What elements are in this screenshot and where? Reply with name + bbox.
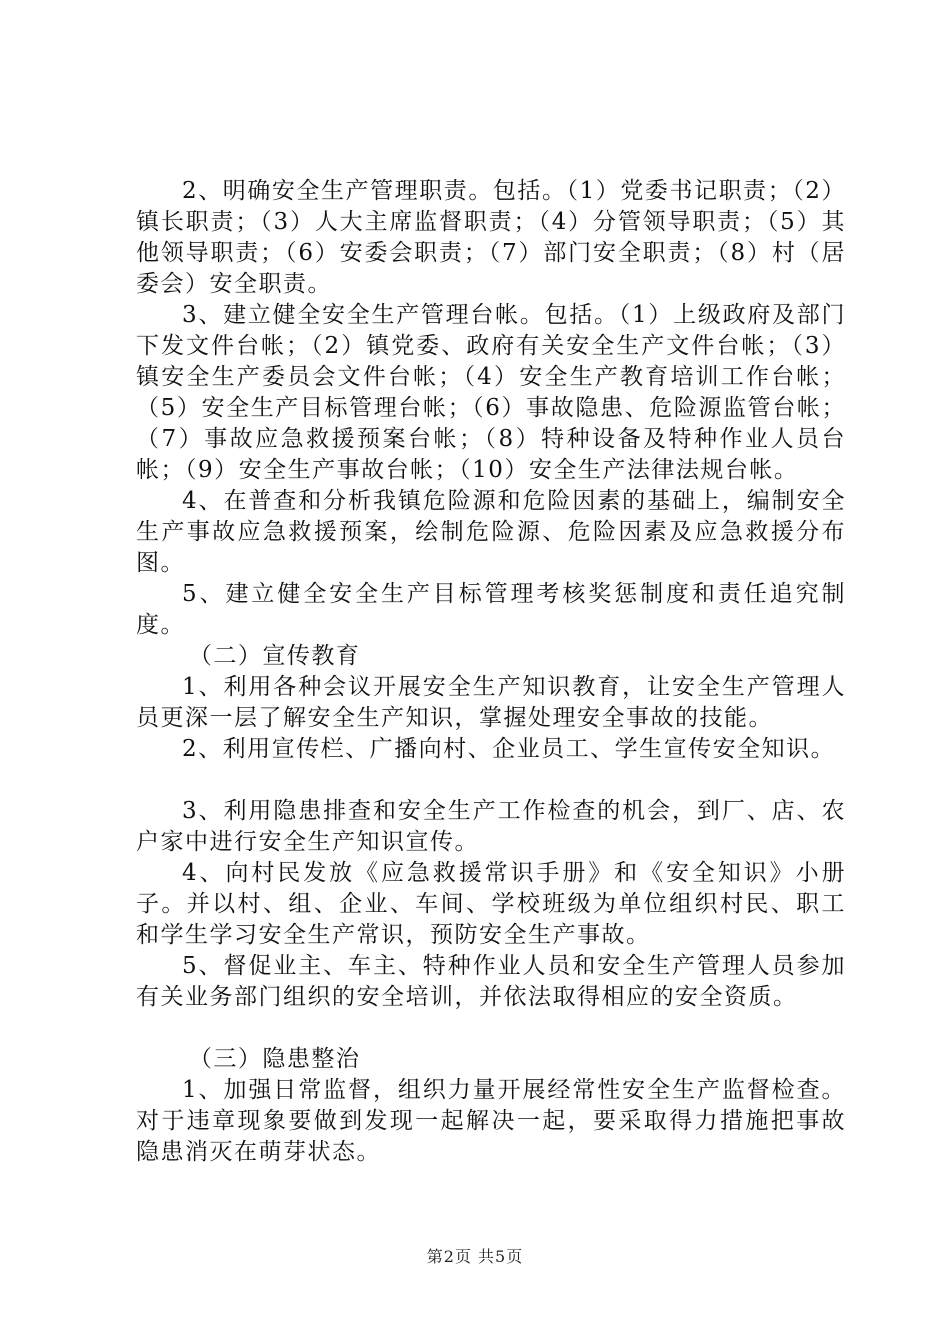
paragraph-publicity-1: 1、利用各种会议开展安全生产知识教育，让安全生产管理人员更深一层了解安全生产知识，掌握处理安全事故的技能。 bbox=[136, 674, 846, 731]
document-body bbox=[136, 176, 846, 1168]
section-heading-hazard: （三）隐患整治 bbox=[188, 1046, 361, 1072]
paragraph-item-2: 2、明确安全生产管理职责。包括。（1）党委书记职责；（2）镇长职责；（3）人大主席监督职责；（4）分管领导职责；（5）其他领导职责；（6）安委会职责；（7）部门安全职责；（8）村（居委会）安全职责。 bbox=[136, 178, 846, 297]
paragraph-hazard-1: 1、加强日常监督，组织力量开展经常性安全生产监督检查。对于违章现象要做到发现一起解决一起，要采取得力措施把事故隐患消灭在萌芽状态。 bbox=[136, 1077, 846, 1165]
paragraph-publicity-4: 4、向村民发放《应急救援常识手册》和《安全知识》小册子。并以村、组、企业、车间、学校班级为单位组织村民、职工和学生学习安全生产常识，预防安全生产事故。 bbox=[136, 860, 846, 948]
paragraph-item-4: 4、在普查和分析我镇危险源和危险因素的基础上，编制安全生产事故应急救援预案，绘制危险源、危险因素及应急救援分布图。 bbox=[136, 488, 846, 576]
paragraph-publicity-2: 2、利用宣传栏、广播向村、企业员工、学生宣传安全知识。 bbox=[182, 736, 836, 762]
section-heading-publicity: （二）宣传教育 bbox=[188, 643, 361, 669]
paragraph-item-3: 3、建立健全安全生产管理台帐。包括。（1）上级政府及部门下发文件台帐；（2）镇党委、政府有关安全生产文件台帐；（3）镇安全生产委员会文件台帐；（4）安全生产教育培训工作台帐；（5）安全生产目标管理台帐；（6）事故隐患、危险源监管台帐；（7）事故应急救援预案台帐；（8）特种设备及特种作业人员台帐；（9）安全生产事故台帐；（10）安全生产法律法规台帐。 bbox=[136, 302, 846, 483]
paragraph-publicity-3: 3、利用隐患排查和安全生产工作检查的机会，到厂、店、农户家中进行安全生产知识宣传。 bbox=[136, 798, 846, 855]
paragraph-publicity-5: 5、督促业主、车主、特种作业人员和安全生产管理人员参加有关业务部门组织的安全培训，并依法取得相应的安全资质。 bbox=[136, 953, 846, 1010]
paragraph-item-5: 5、建立健全安全生产目标管理考核奖惩制度和责任追究制度。 bbox=[136, 581, 846, 638]
page-footer: 第2页 共5页 bbox=[426, 1247, 524, 1266]
